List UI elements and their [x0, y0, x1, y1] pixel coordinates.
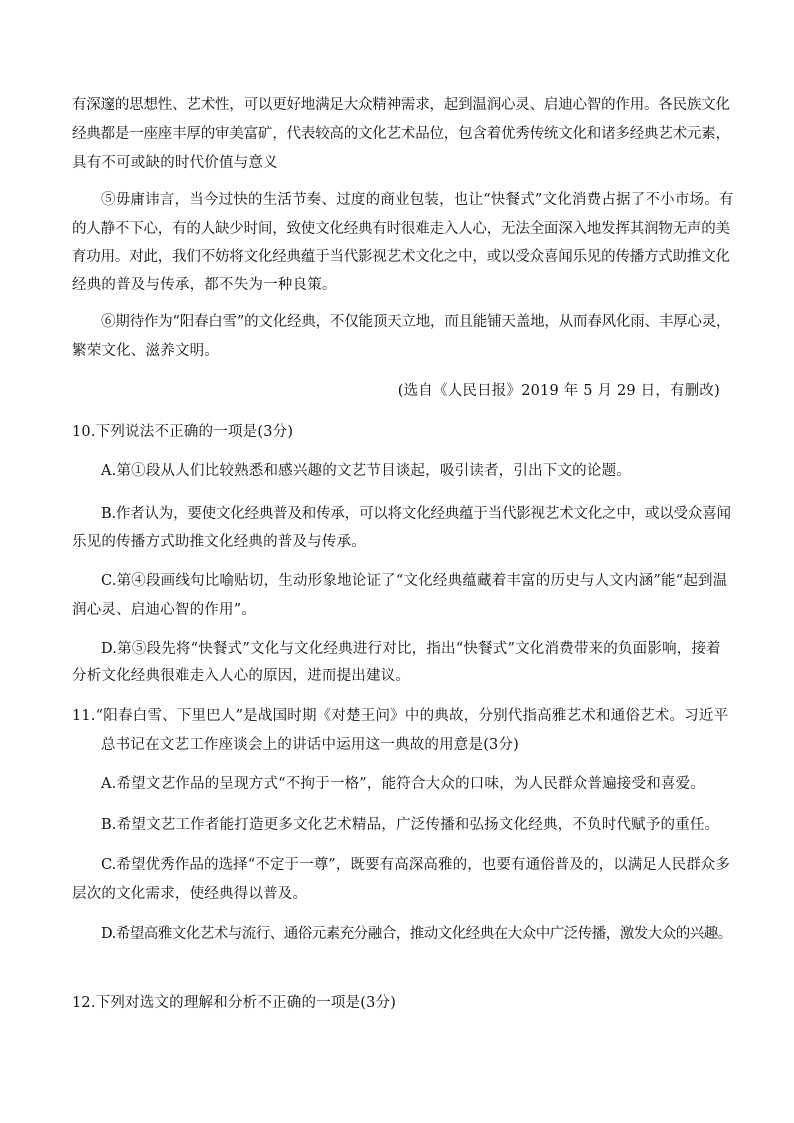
- paragraph-line: 育功用。对此，我们不妨将文化经典蕴于当代影视艺术文化之中，或以受众喜闻乐见的传播方式助推文化: [72, 249, 730, 265]
- question-10-stem: 10.下列说法不正确的一项是(3分): [72, 424, 294, 440]
- paragraph-line: ⑥期待作为“阳春白雪”的文化经典，不仅能顶天立地，而且能铺天盖地，从而春风化雨、丰厚心灵，: [101, 314, 731, 330]
- question-11-stem: 11.“阳春白雪、下里巴人”是战国时期《对楚王问》中的典故，分别代指高雅艺术和通俗艺术。习近平: [72, 708, 729, 724]
- paragraph-line: 经典的普及与传承，都不失为一种良策。: [72, 277, 337, 293]
- question-11-option-c: C.希望优秀作品的选择“不定于一尊”，既要有高深高雅的，也要有通俗普及的，以满足人民群众多: [101, 857, 731, 873]
- question-10-option-d-cont: 分析文化经典很难走入人心的原因，进而提出建议。: [72, 668, 411, 684]
- paragraph-line: 经典都是一座座丰厚的审美富矿，代表较高的文化艺术品位，包含着优秀传统文化和诸多经典艺术元素，: [72, 126, 730, 142]
- question-10-option-b: B.作者认为，要使文化经典普及和传承，可以将文化经典蕴于当代影视艺术文化之中，或以受众喜闻: [101, 506, 731, 522]
- question-11-option-a: A.希望文艺作品的呈现方式“不拘于一格”，能符合大众的口味，为人民群众普遍接受和喜爱。: [101, 776, 706, 792]
- paragraph-line: 有深邃的思想性、艺术性，可以更好地满足大众精神需求，起到温润心灵、启迪心智的作用。各民族文化: [72, 97, 730, 113]
- question-10-option-b-cont: 乐见的传播方式助推文化经典的普及与传承。: [72, 534, 366, 550]
- question-11-option-b: B.希望文艺工作者能打造更多文化艺术精品，广泛传播和弘扬文化经典，不负时代赋予的重任。: [101, 817, 720, 833]
- source-citation: (选自《人民日报》2019 年 5 月 29 日，有删改): [397, 383, 720, 399]
- question-11-option-c-cont: 层次的文化需求，使经典得以普及。: [72, 886, 308, 902]
- paragraph-line: 的人静不下心，有的人缺少时间，致使文化经典有时很难走入人心，无法全面深入地发挥其润物无声的美: [72, 221, 730, 237]
- question-10-option-a: A.第①段从人们比较熟悉和感兴趣的文艺节目谈起，吸引读者，引出下文的论题。: [101, 463, 631, 479]
- question-10-option-c-cont: 润心灵、启迪心智的作用”。: [72, 602, 257, 618]
- question-10-option-d: D.第⑤段先将“快餐式”文化与文化经典进行对比，指出“快餐式”文化消费带来的负面影响，接着: [101, 641, 721, 657]
- paragraph-line: 具有不可或缺的时代价值与意义: [72, 155, 278, 171]
- paragraph-line: ⑤毋庸讳言，当今过快的生活节奏、过度的商业包装，也让“快餐式”文化消费占据了不小市场。有: [101, 192, 734, 208]
- question-11-option-d: D.希望高雅文化艺术与流行、通俗元素充分融合，推动文化经典在大众中广泛传播，激发大众的兴趣。: [101, 926, 732, 942]
- question-10-option-c: C.第④段画线句比喻贴切，生动形象地论证了“文化经典蕴藏着丰富的历史与人文内涵”能“起到温: [101, 573, 728, 589]
- question-11-stem-cont: 总书记在文艺工作座谈会上的讲话中运用这一典故的用意是(3分): [101, 737, 520, 753]
- paragraph-line: 繁荣文化、滋养文明。: [72, 343, 219, 359]
- question-12-stem: 12.下列对选文的理解和分析不正确的一项是(3分): [72, 995, 397, 1011]
